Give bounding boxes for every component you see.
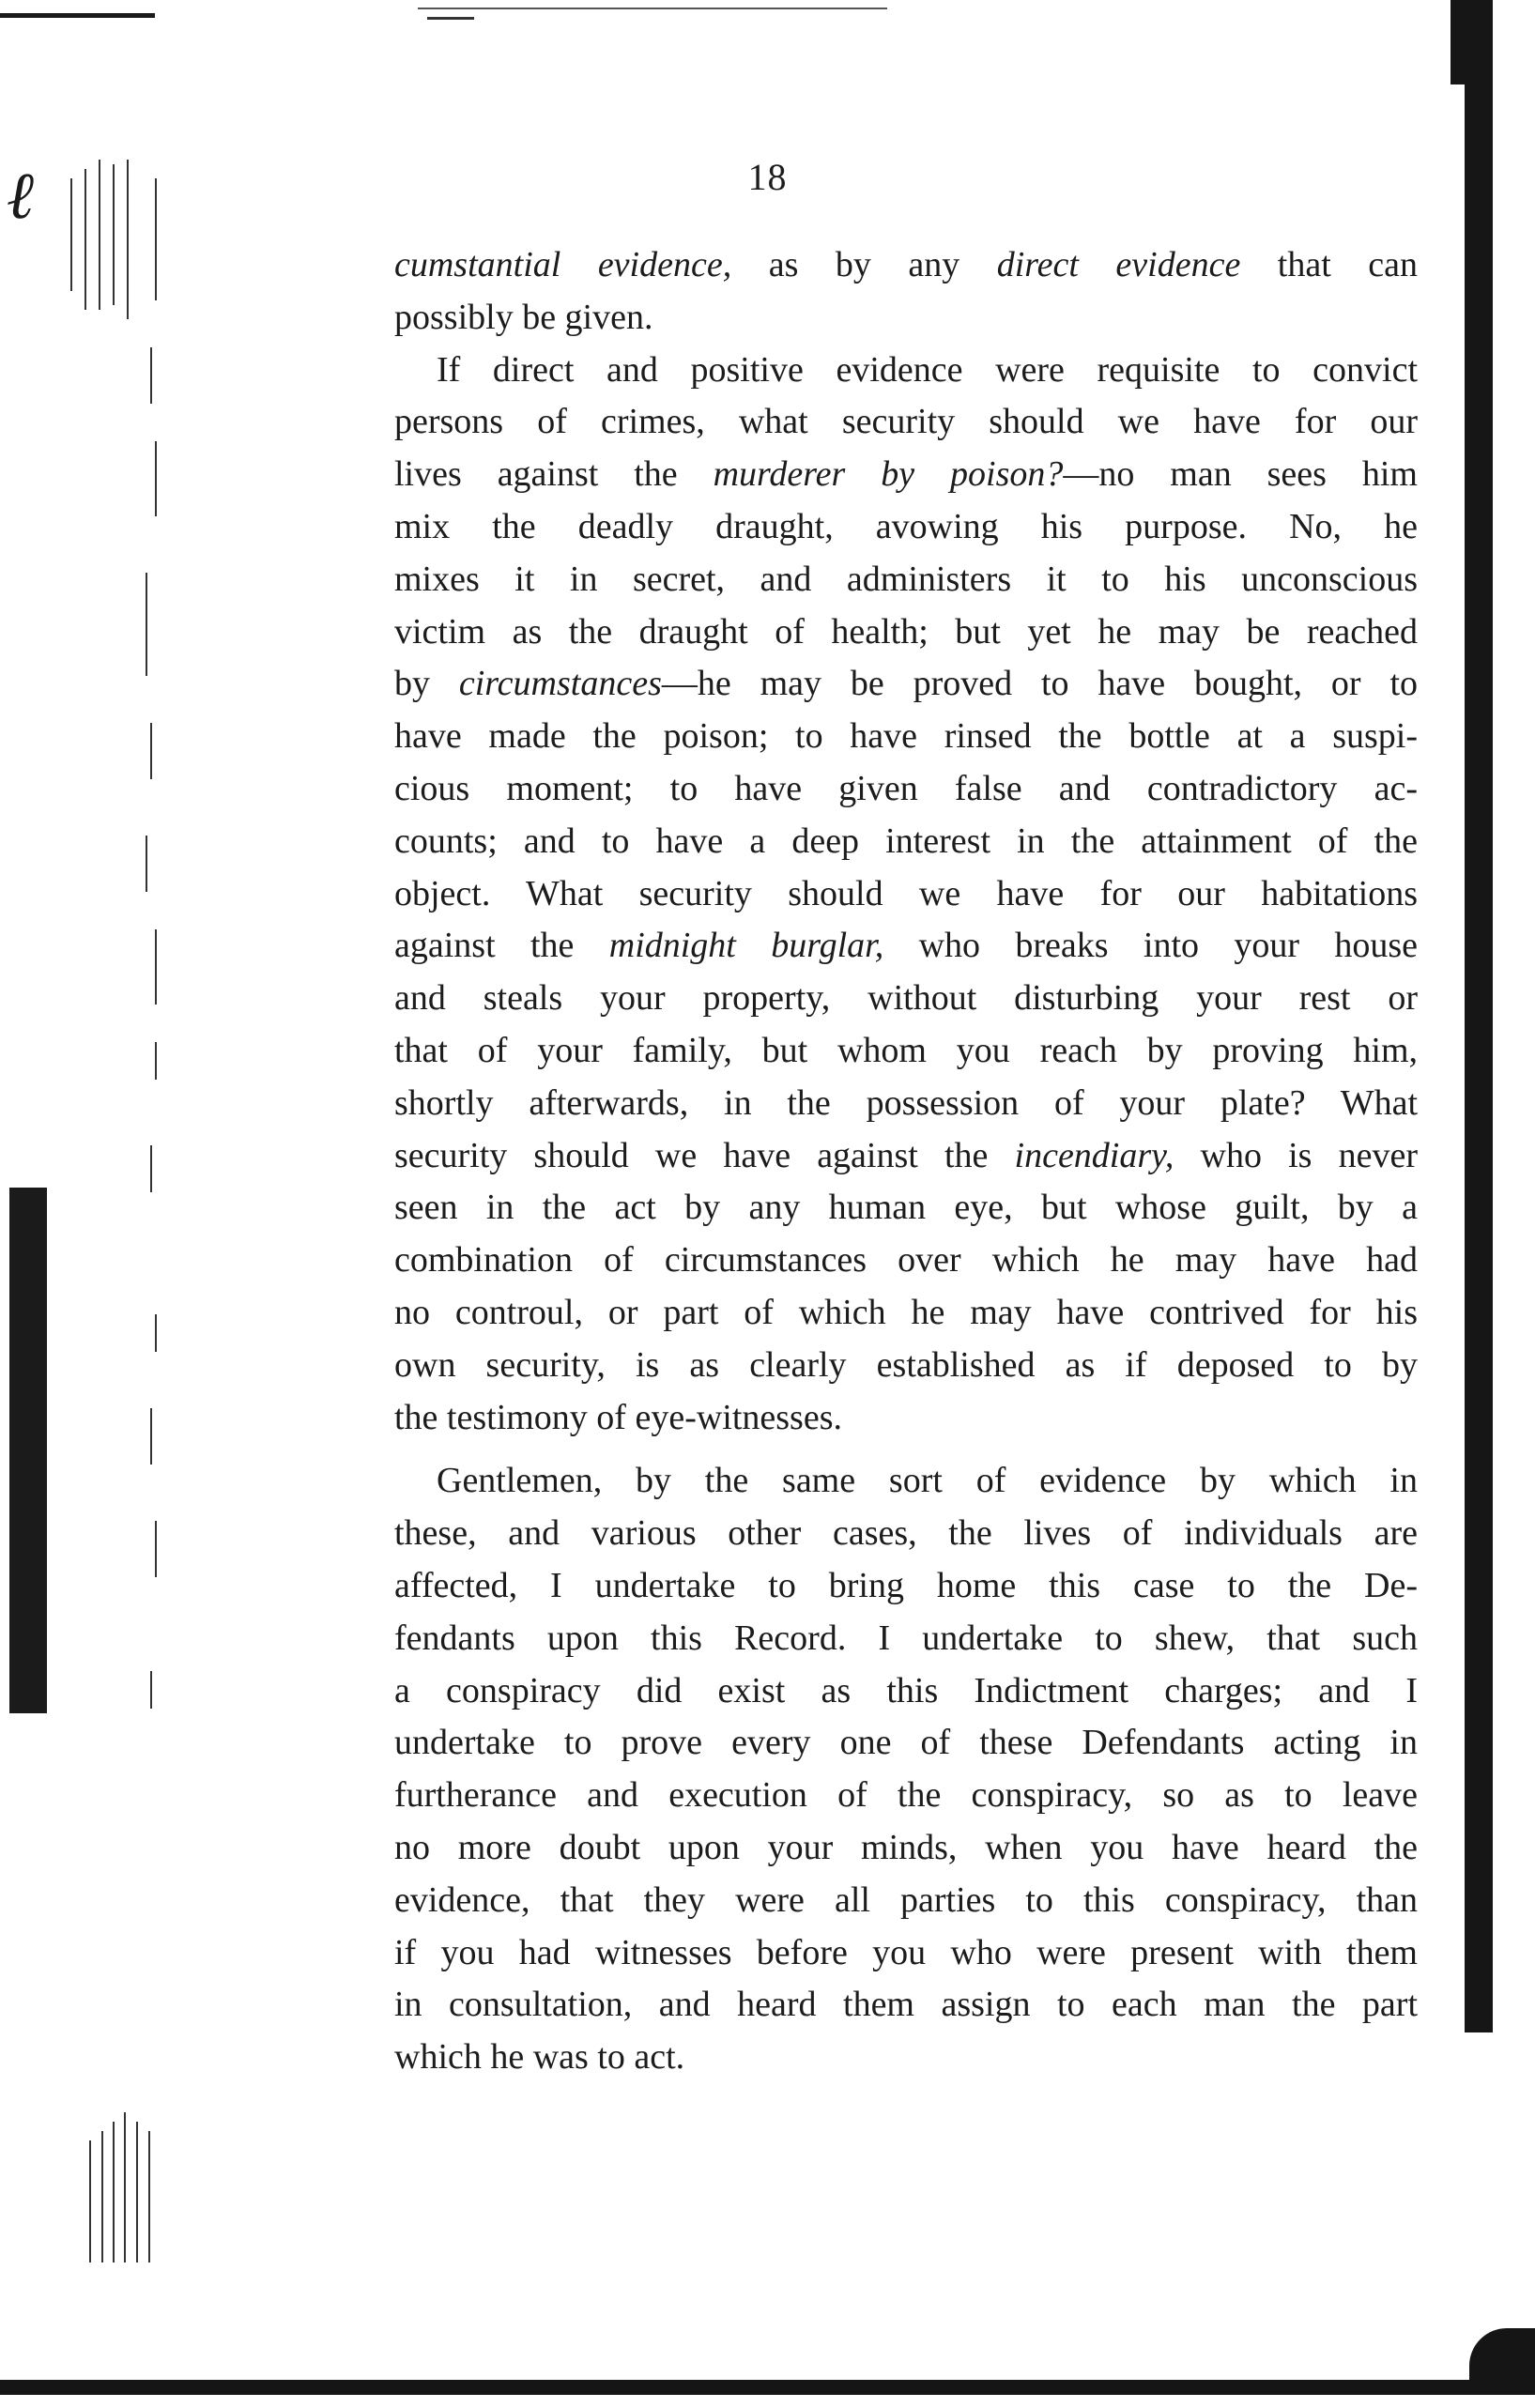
text-line: [394, 501, 1418, 554]
text-segment: that of your family, but whom you reach by proving him,: [394, 1030, 1418, 1070]
text-segment: own security, is as clearly established as if deposed to by: [394, 1344, 1418, 1385]
text-line: [394, 1927, 1418, 1980]
text-segment: affected, I undertake to bring home this case to the De-: [394, 1565, 1418, 1605]
scan-edge-top: [418, 8, 887, 9]
italic-text: midnight burglar,: [608, 926, 884, 966]
text-line: [394, 1875, 1418, 1927]
page-number: 18: [747, 156, 788, 198]
text-line: [394, 1508, 1418, 1560]
text-segment: possibly be given.: [394, 297, 653, 337]
italic-text: incendiary,: [1014, 1135, 1174, 1175]
text-segment: the testimony of eye-witnesses.: [394, 1397, 843, 1437]
text-segment: that can: [1240, 245, 1419, 284]
text-line: [394, 1822, 1418, 1875]
text-segment: and steals your property, without disturbing your rest or: [394, 978, 1418, 1019]
binding-stitch-marks-bottom: [84, 2112, 178, 2272]
text-line: [394, 239, 1418, 292]
italic-text: circumstances: [458, 664, 662, 704]
text-segment: by: [394, 664, 459, 704]
text-segment: combination of circumstances over which he may have had: [394, 1240, 1418, 1281]
scan-edge-bottom-corner: [1469, 2328, 1535, 2394]
text-line: [394, 292, 1418, 345]
text-segment: no more doubt upon your minds, when you have heard the: [394, 1827, 1418, 1867]
text-segment: fendants upon this Record. I undertake to shew, that such: [394, 1618, 1418, 1658]
text-line: [394, 1235, 1418, 1287]
italic-text: murderer by poison?: [713, 454, 1064, 495]
text-segment: object. What security should we have for our habitations: [394, 873, 1418, 913]
text-line: [394, 1560, 1418, 1613]
text-line: [394, 554, 1418, 606]
text-line: [394, 449, 1418, 501]
text-segment: persons of crimes, what security should we have for our: [394, 402, 1418, 442]
text-segment: these, and various other cases, the lives of individuals are: [394, 1513, 1418, 1554]
scan-edge-top-mark: [427, 17, 474, 20]
italic-text: cumstantial evidence,: [394, 245, 732, 284]
text-line: [394, 658, 1418, 711]
text-segment: have made the poison; to have rinsed the bottle at a suspi-: [394, 716, 1418, 757]
text-line: [394, 345, 1418, 397]
text-segment: seen in the act by any human eye, but whose guilt, by a: [394, 1188, 1418, 1228]
italic-text: direct evidence: [996, 245, 1241, 284]
text-line: [394, 1455, 1418, 1508]
text-line: [394, 606, 1418, 659]
text-line: [394, 1979, 1418, 2032]
text-line: [394, 868, 1418, 921]
text-segment: a conspiracy did exist as this Indictment charges; and I: [394, 1670, 1418, 1710]
text-line: [394, 2032, 1418, 2084]
text-line: [394, 711, 1418, 763]
scan-edge-top-left: [0, 13, 155, 18]
binding-shadow-left: [9, 1188, 47, 1713]
scan-edge-right: [1465, 0, 1493, 2032]
text-line: [394, 1665, 1418, 1718]
text-segment: shortly afterwards, in the possession of your plate? What: [394, 1082, 1418, 1123]
text-segment: cious moment; to have given false and contradictory ac-: [394, 768, 1418, 808]
text-segment: if you had witnesses before you who were present with them: [394, 1932, 1418, 1972]
text-line: [394, 1770, 1418, 1822]
text-segment: Gentlemen, by the same sort of evidence by which in: [437, 1461, 1418, 1501]
text-segment: who breaks into your house: [883, 926, 1418, 966]
text-segment: —he may be proved to have bought, or to: [661, 664, 1418, 704]
text-segment: —no man sees him: [1063, 454, 1418, 495]
text-segment: security should we have against the: [394, 1135, 1015, 1175]
text-line: [394, 1182, 1418, 1235]
text-line: [394, 396, 1418, 449]
text-line: [394, 1392, 1418, 1445]
paragraph-gap: [394, 1444, 1418, 1455]
binding-stitch-marks-top: [52, 160, 183, 1005]
text-segment: against the: [394, 926, 609, 966]
text-line: [394, 1717, 1418, 1770]
text-line: [394, 1078, 1418, 1130]
text-segment: lives against the: [394, 454, 714, 495]
text-line: [394, 816, 1418, 868]
text-segment: undertake to prove every one of these Defendants acting in: [394, 1723, 1418, 1763]
text-line: [394, 1025, 1418, 1078]
text-line: [394, 763, 1418, 816]
text-segment: counts; and to have a deep interest in the attainment of the: [394, 821, 1418, 861]
margin-mark: ℓ: [8, 161, 36, 233]
text-segment: mix the deadly draught, avowing his purpose. No, he: [394, 506, 1418, 546]
body-text: [394, 239, 1418, 2084]
text-line: [394, 1130, 1418, 1183]
text-segment: victim as the draught of health; but yet he may be reached: [394, 611, 1418, 652]
text-segment: who is never: [1174, 1135, 1418, 1175]
binding-stitch-marks-mid: [52, 1033, 183, 1737]
text-line: [394, 973, 1418, 1025]
text-segment: furtherance and execution of the conspiracy, so as to leave: [394, 1775, 1418, 1816]
text-segment: evidence, that they were all parties to this conspiracy, than: [394, 1879, 1418, 1920]
text-segment: which he was to act.: [394, 2037, 685, 2078]
text-segment: If direct and positive evidence were requisite to convict: [437, 349, 1418, 390]
text-segment: no controul, or part of which he may have contrived for his: [394, 1292, 1418, 1332]
text-segment: as by any: [731, 245, 997, 284]
scan-edge-bottom: [0, 2380, 1535, 2395]
text-line: [394, 1340, 1418, 1392]
text-line: [394, 1613, 1418, 1665]
text-segment: mixes it in secret, and administers it to his unconscious: [394, 559, 1418, 599]
text-line: [394, 1287, 1418, 1340]
text-segment: in consultation, and heard them assign to each man the part: [394, 1985, 1418, 2025]
text-line: [394, 920, 1418, 973]
